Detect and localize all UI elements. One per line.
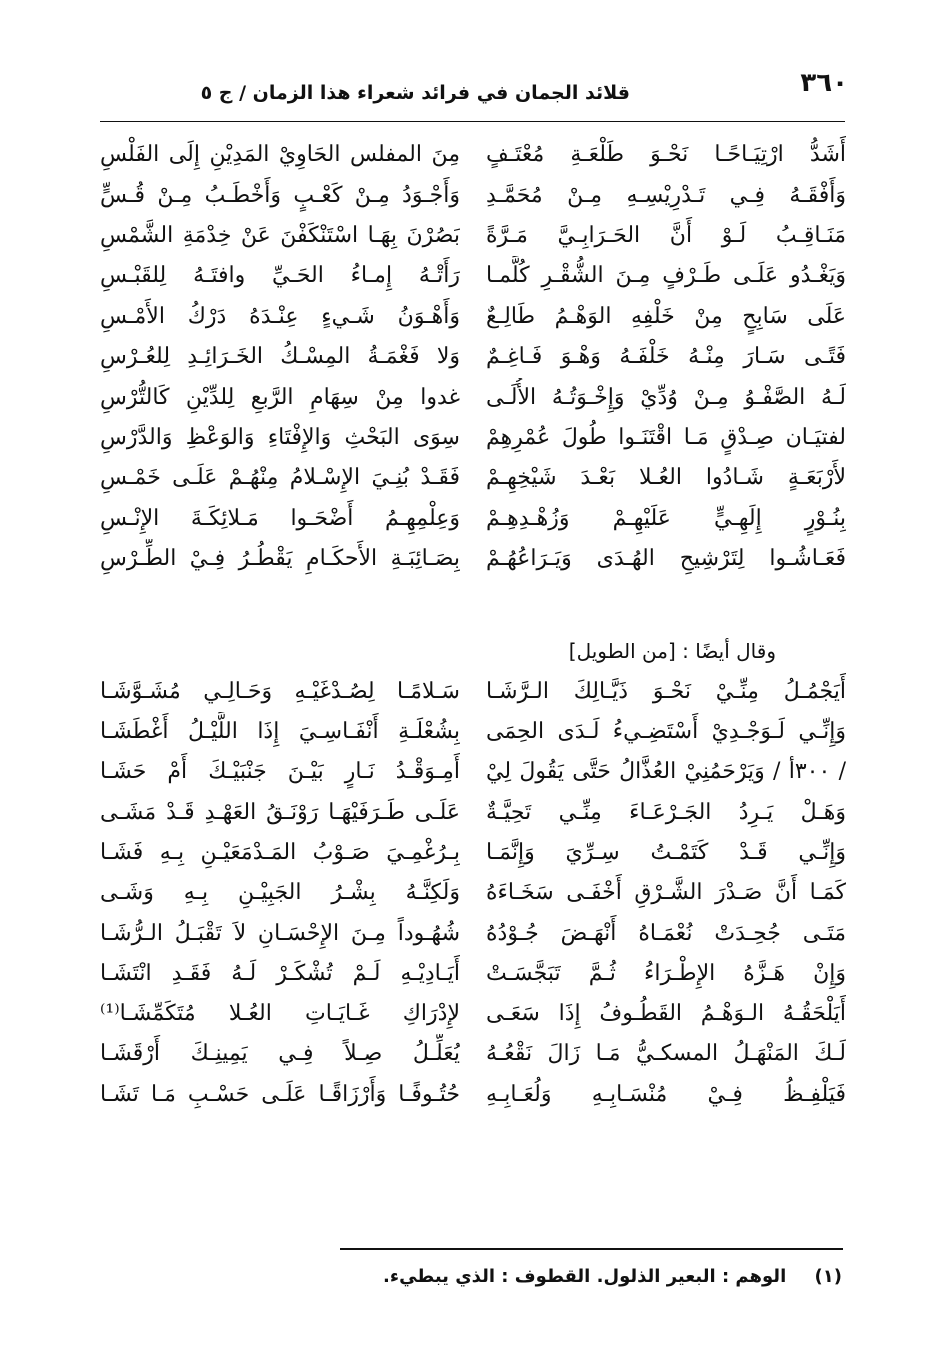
verse-line: أَمِـوَقْـدُ نَـارٍ بَيْـنَ جَنْبَيْـكَ أَمْ حَشَـا (100, 759, 460, 784)
verse-line: يُعَلِّـلُ صِـلاً فِـي يَمِينِـكَ أَرْقَشَـا (100, 1041, 460, 1066)
verse-line: وَلَكِنَّـهُ بِشْـرُ الجَبِيْـنِ بِـهِ وَشَـى (100, 880, 460, 905)
verse-line: حُتُـوفًـا وَأَرْزَاقًـا عَلَـى حَسْـبِ مَـا تَشَـا (100, 1082, 460, 1107)
verse-line: وَأَفْقَـهُ فِـي تَـدْرِيْسِـهِ مِـنْ مُحَمَّـدِ (486, 183, 846, 208)
verse-line: فَتًـى سَـارَ مِنْـهُ خَلْفَـهُ وَهْـوَ فَـاغِـمٌ (486, 344, 846, 369)
verse-line: مَنَـاقِـبُ لَـوْ أَنَّ الحَـرَابِـيَّ مَـرَّةً (486, 223, 846, 248)
verse-line: فَقَـدْ بُنِـيَ الإِسْـلامُ مِنْهُـمْ عَلَـى خَمْـسِ (100, 465, 460, 490)
verse-line: لَـهُ الصَّفْـوُ مِـنْ وُدِّيْ وَإِخْـوَتُـهُ الأُلَـى (486, 385, 846, 410)
verse-line: لأَرْبَعَـةٍ شَـادُوا العُـلا بَعْـدَ شَيْخِهِـمْ (486, 465, 846, 490)
verse-line: وَأَجْـوَدُ مِـنْ كَعْـبٍ وَأَخْطَـبُ مِـنْ قُـسٍّ (100, 183, 460, 208)
verse-line: عَلَى سَابِحٍ مِنْ خَلْفِهِ الوَهْـمُ طَالِـعٌ (486, 304, 846, 329)
footnote (242, 1266, 842, 1287)
footnote-divider (340, 1248, 843, 1250)
poem-intro: وقال أيضًا : [من الطويل] (568, 639, 776, 663)
verse-line: وَيَغْـدُو عَلَـى طَـرْفٍ مِـنَ الشُّقْـرِ كُلَّمـا (486, 263, 846, 288)
footnote-marker: (١) (814, 1266, 842, 1287)
verse-line: شُهُـوداً مِـنَ الإِحْسَـانِ لاَ تَقْبَـلُ الـرُّشَـا (100, 921, 460, 946)
verse-line: عَلَـى طَـرَفَيْهَـا رَوْنَـقُ العَهْـدِ قَـدْ مَشَـى (100, 800, 460, 825)
verse-line: وَأَهْـوَنُ شَـيءٍ عِنْـدَهُ دَرْكُ الأَمْـسِ (100, 304, 460, 329)
verse-line: وَإِنْ هَـزَّهُ الإِطْـرَاءُ ثُـمَّ تَبَجَّسَـتْ (486, 961, 846, 986)
footnote-text: الوهم : البعير الذلول. القطوف : الذي يبطيء. (383, 1266, 787, 1287)
verse-line: فَعَـاشُـوا لِتَرْشِيحِ الهُـدَى وَيَـرَاعُهُـمْ (486, 546, 846, 571)
running-header: قلائد الجمان في فرائد شعراء هذا الزمان / ج ٥ (200, 82, 630, 104)
verse-line: رَأَتْـهُ إِمـاءُ الحَـيِّ وافتَـهُ لِلقَبْـسِ (100, 263, 460, 288)
verse-line: بَصُرْنَ بِهَـا اسْتَنْكَفْنَ عَنْ خِدْمَةِ الشَّمْسِ (100, 223, 460, 248)
verse-line: سِوَى البَحْثِ وَالإِفْتَاءِ وَالوَعْظِ وَالدَّرْسِ (100, 425, 460, 450)
verse-line: وَإِنِّـي لَـوَجْـدِيْ أَسْتَضِـيءُ لَـدَى الحِمَى (486, 719, 846, 744)
verse-line: بِشُعْلَـةِ أَنْفَـاسِـيَ إِذَا اللَّيْـلُ أَغْطَشَـا (100, 719, 460, 744)
verse-line: غدوا مِنْ سِهَامِ الرَّبعِ لِلدِّيْنِ كَالتُّرْسِ (100, 385, 460, 410)
verse-line: وَإِنِّـي قَـدْ كَتَمْـتُ سِـرِّيَ وَإِنَّمَـا (486, 840, 846, 865)
verse-line: أَيَلْحَقُـهُ الـوَهْـمُ القَطُـوفُ إِذَا سَعَـى (486, 1001, 846, 1026)
verse-line: أَيَـادِيْـهِ لَـمْ تُشْكَـرْ لَـهُ فَقَـدِ انْتَشَـا (100, 961, 460, 986)
verse-line: وَهَـلْ يَـرِدُ الجَـرْعَـاءَ مِنِّـي تَحِيَّـةٌ (486, 800, 846, 825)
verse-line: مَتَـى جُحِـدَتْ نُعْمَـاهُ أَنْهَـضَ جُـوْدُهُ (486, 921, 846, 946)
verse-line: لَـكَ المَنْهَـلُ المسكـيُّ مَـا زَالَ نَقْعُـهُ (486, 1041, 846, 1066)
verse-line: بِنُـوْرٍ إِلَهِـيٍّ عَلَيْهِـمْ وَزُهْـدِهِـمْ (486, 506, 846, 531)
verse-line: / ٣٠٠أ / وَيَرْحَمُنِيْ العُذَّالُ حَتَّى يَقُولَ لِيْ (486, 759, 846, 784)
verse-line: كَمَـا أَنَّ صَـدْرَ الشَّـرْقِ أَخْفَـى سَخَـاءَهُ (486, 880, 846, 905)
verse-line: أَشَدُّ ارْتِيَـاحًـا نَحْـوَ طَلْعَـةِ مُعْتَـفٍ (486, 142, 846, 167)
verse-line: أَيَجْمُـلُ مِنِّـيْ نَحْـوَ ذَيَّـالِكَ الـرَّشَـا (486, 679, 846, 704)
verse-line: لفتيَـان صِـدْقٍ مَـا اقْتَنَـوا طُولَ عُمْرِهِمْ (486, 425, 846, 450)
verse-line: بِصَـائِبَـةِ الأَحكَـامِ يَقْطُـرُ فِـيْ الطِّـرْسِ (100, 546, 460, 571)
verse-line: بِـرُغْمِـيَ صَـوْبُ المَـدْمَعَيْـنِ بِـهِ فَشَـا (100, 840, 460, 865)
verse-line: لإِدْرَاكِ غَـايَـاتِ العُـلا مُتَكَمِّشَـا⁽¹⁾ (100, 1001, 460, 1026)
verse-line: وَلا فَغْمَـةُ المِسْـكُ الخَـرَائِـدِ لِلعُـرْسِ (100, 344, 460, 369)
header-divider (100, 121, 845, 122)
verse-line: مِنَ المفلس الحَاوِيْ المَدِيْنِ إِلَى الفَلْسِ (100, 142, 460, 167)
verse-line: سَـلامًـا لِصُـدْغَيْـهِ وَحَـالِـي مُشَـوَّشَـا (100, 679, 460, 704)
page-number: ٣٦٠ (800, 68, 848, 98)
verse-line: فَيَلْفِـظُ فِـيْ مُنْسَـابِـهِ وَلُعَـابِـهِ (486, 1082, 846, 1107)
verse-line: وَعِلْمِهِـمُ أَضْحَـوا مَـلائِكَـةَ الإِنْـسِ (100, 506, 460, 531)
